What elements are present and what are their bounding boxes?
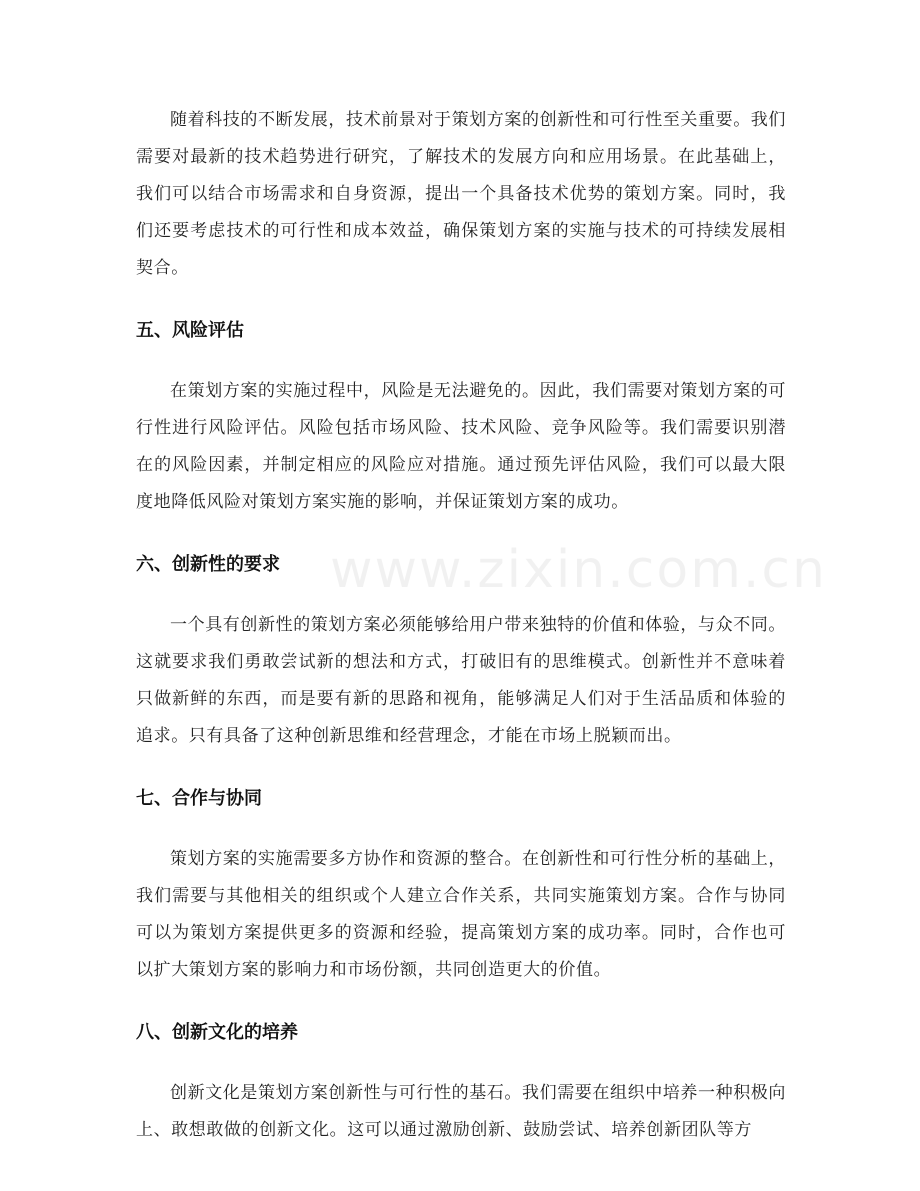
heading-innovation-culture: 八、创新文化的培养: [136, 1022, 298, 1043]
paragraph-risk-assessment: 在策划方案的实施过程中，风险是无法避免的。因此，我们需要对策划方案的可行性进行风险评估。风险包括市场风险、技术风险、竞争风险等。我们需要识别潜在的风险因素，并制定相应的风险应对措施。通过预先评估风险，我们可以最大限度地降低风险对策划方案实施的影响，并保证策划方案的成功。: [136, 381, 786, 512]
heading-risk-assessment: 五、风险评估: [136, 320, 244, 341]
document-body: [136, 102, 786, 1149]
paragraph-cooperation: 策划方案的实施需要多方协作和资源的整合。在创新性和可行性分析的基础上，我们需要与其他相关的组织或个人建立合作关系，共同实施策划方案。合作与协同可以为策划方案提供更多的资源和经验，提高策划方案的成功率。同时，合作也可以扩大策划方案的影响力和市场份额，共同创造更大的价值。: [136, 849, 786, 980]
watermark: www.zixin.com.cn: [330, 540, 827, 600]
paragraph-tech-outlook: 随着科技的不断发展，技术前景对于策划方案的创新性和可行性至关重要。我们需要对最新的技术趋势进行研究，了解技术的发展方向和应用场景。在此基础上，我们可以结合市场需求和自身资源，提出一个具备技术优势的策划方案。同时，我们还要考虑技术的可行性和成本效益，确保策划方案的实施与技术的可持续发展相契合。: [136, 110, 786, 278]
paragraph-innovation-requirements: 一个具有创新性的策划方案必须能够给用户带来独特的价值和体验，与众不同。这就要求我们勇敢尝试新的想法和方式，打破旧有的思维模式。创新性并不意味着只做新鲜的东西，而是要有新的思路和视角，能够满足人们对于生活品质和体验的追求。只有具备了这种创新思维和经营理念，才能在市场上脱颖而出。: [136, 615, 786, 746]
heading-innovation-requirements: 六、创新性的要求: [136, 554, 280, 575]
paragraph-innovation-culture: 创新文化是策划方案创新性与可行性的基石。我们需要在组织中培养一种积极向上、敢想敢做的创新文化。这可以通过激励创新、鼓励尝试、培养创新团队等方: [136, 1083, 786, 1140]
heading-cooperation: 七、合作与协同: [136, 788, 262, 809]
